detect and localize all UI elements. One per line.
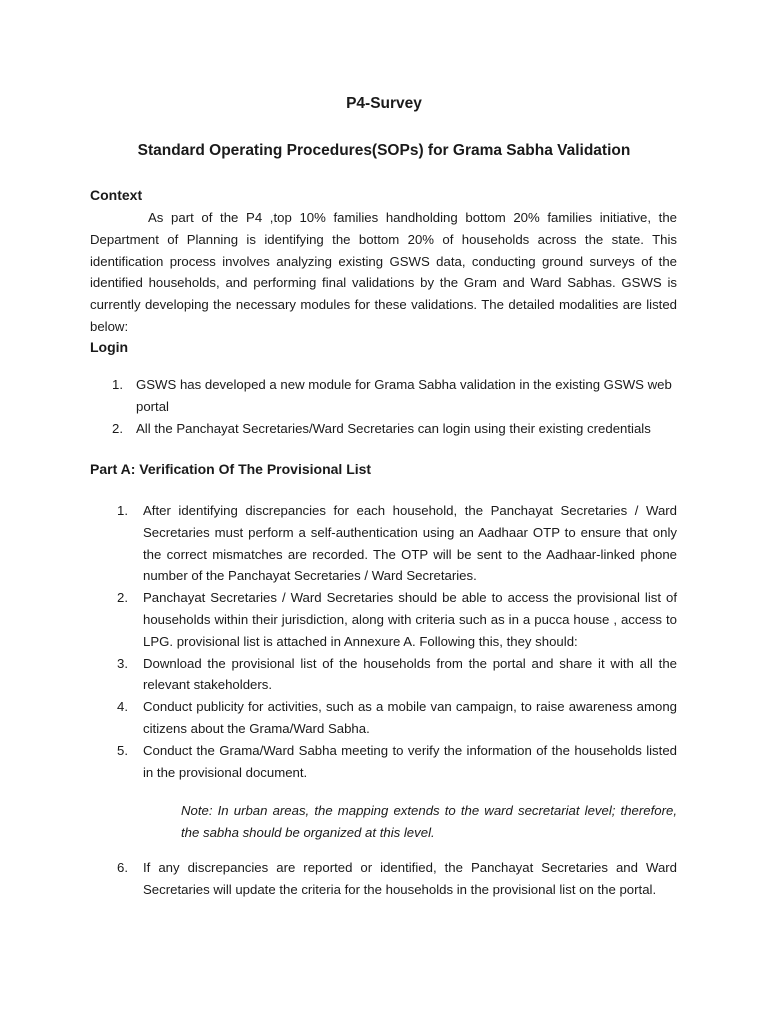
list-item-text: Panchayat Secretaries / Ward Secretaries should be able to access the provisional list of households within their jurisdiction, along with criteria such as in a pucca house , access to LPG. provisional list is attached in Annexure A. Following this, they should: — [143, 590, 677, 649]
list-item — [117, 740, 677, 784]
list-item — [117, 857, 677, 901]
list-item-number: 1. — [112, 377, 123, 392]
list-item-number: 5. — [117, 742, 128, 758]
list-item — [117, 500, 677, 587]
list-item-number: 2. — [112, 420, 123, 436]
context-paragraph: As part of the P4 ,top 10% families handholding bottom 20% families initiative, the Department of Planning is identifying the bottom 20% of households across the state. This identification process involves analyzing existing GSWS data, conducting ground surveys of the identified households, and performing final validations by the Gram and Ward Sabhas. GSWS is currently developing the necessary modules for these validations. The detailed modalities are listed below: — [90, 210, 677, 334]
list-item-text: GSWS has developed a new module for Grama Sabha validation in the existing GSWS web portal — [136, 377, 672, 414]
part-a-list-continued — [117, 857, 677, 901]
list-item-text: Conduct publicity for activities, such as a mobile van campaign, to raise awareness among citizens about the Grama/Ward Sabha. — [143, 699, 677, 736]
list-item-text: If any discrepancies are reported or identified, the Panchayat Secretaries and Ward Secretaries will update the criteria for the households in the provisional list on the portal. — [143, 860, 677, 897]
login-heading: Login — [90, 339, 129, 355]
urban-areas-note: Note: In urban areas, the mapping extends to the ward secretariat level; therefore, the sabha should be organized at this level. — [181, 803, 677, 840]
list-item — [112, 418, 681, 440]
list-item-text: All the Panchayat Secretaries/Ward Secretaries can login using their existing credentials — [136, 420, 651, 436]
document-title: P4-Survey — [346, 95, 422, 112]
login-list — [112, 374, 681, 439]
list-item-number: 2. — [117, 590, 128, 606]
document-subtitle: Standard Operating Procedures(SOPs) for Grama Sabha Validation — [137, 142, 631, 159]
list-item — [117, 696, 677, 740]
list-item — [117, 587, 677, 652]
list-item-number: 4. — [117, 699, 128, 715]
list-item-number: 1. — [117, 503, 128, 518]
part-a-heading: Part A: Verification Of The Provisional List — [90, 461, 372, 477]
list-item-number: 3. — [117, 655, 128, 671]
list-item-text: Conduct the Grama/Ward Sabha meeting to verify the information of the households listed in the provisional document. — [143, 742, 677, 780]
list-item-number: 6. — [117, 860, 128, 875]
list-item — [112, 374, 681, 418]
list-item-text: Download the provisional list of the households from the portal and share it with all the relevant stakeholders. — [143, 655, 677, 693]
list-item-text: After identifying discrepancies for each household, the Panchayat Secretaries / Ward Secretaries must perform a self-authentication using an Aadhaar OTP to ensure that only the correct mismatches are recorded. The OTP will be sent to the Aadhaar-linked phone number of the Panchayat Secretaries / Ward Secretaries. — [143, 503, 677, 584]
part-a-list — [117, 500, 677, 783]
context-heading: Context — [90, 187, 143, 203]
list-item — [117, 653, 677, 697]
